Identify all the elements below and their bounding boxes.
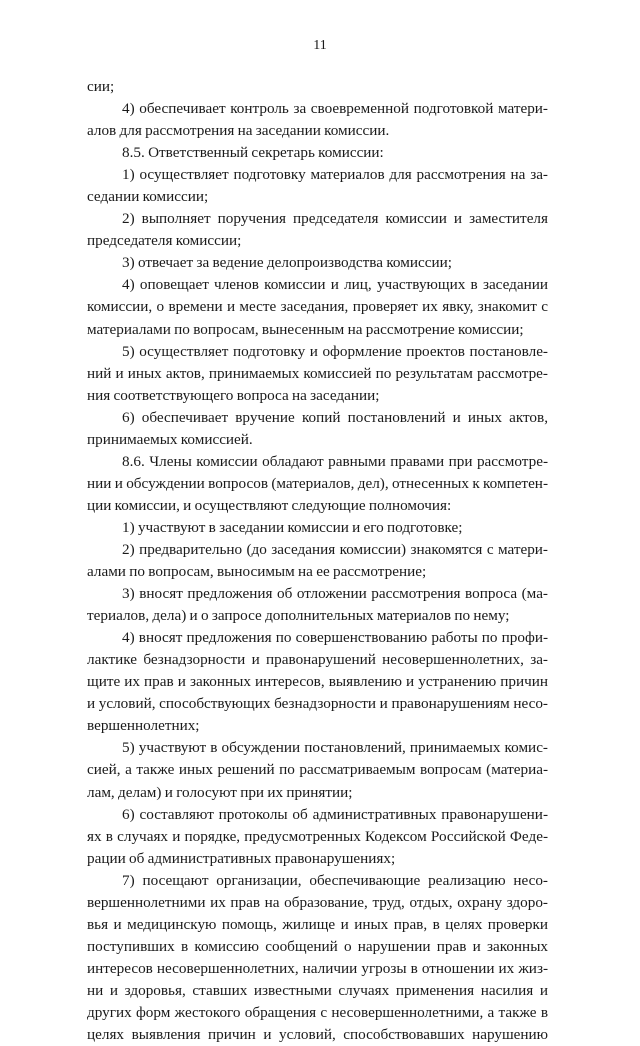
text-line: щите их прав и законных интересов, выявлению и устранению причин [87, 673, 548, 691]
text-line: ях в случаях и порядке, предусмотренных Кодексом Российской Феде- [87, 827, 548, 845]
text-line: материалами по вопросам, вынесенным на рассмотрение комиссии; [87, 320, 524, 338]
text-line: интересов несовершеннолетних, наличии угрозы в отношении их жиз- [87, 959, 548, 977]
text-line: 3) вносят предложения об отложении рассмотрения вопроса (ма- [122, 585, 548, 603]
text-line: 4) обеспечивает контроль за своевременной подготовкой матери- [122, 100, 548, 118]
text-line: 3) отвечает за ведение делопроизводства комиссии; [122, 254, 452, 272]
text-line: вершеннолетними их прав на образование, труд, отдых, охрану здоро- [87, 893, 548, 911]
text-line: 6) составляют протоколы об административных правонарушени- [122, 805, 548, 823]
text-line: 1) осуществляет подготовку материалов для рассмотрения на за- [122, 166, 548, 184]
text-line: поступивших в комиссию сообщений о нарушении прав и законных [87, 937, 548, 955]
page-number: 11 [313, 38, 327, 53]
text-line: комиссии, о времени и месте заседания, проверяет их явку, знакомит с [87, 298, 548, 316]
text-line: и условий, способствующих безнадзорности и правонарушениям несо- [87, 695, 548, 713]
text-line: 5) осуществляет подготовку и оформление проектов постановле- [122, 342, 548, 360]
text-line: целях выявления причин и условий, способствовавших нарушению [87, 1026, 548, 1044]
text-line: седании комиссии; [87, 188, 209, 206]
text-line: председателя комиссии; [87, 232, 242, 250]
text-line: 1) участвуют в заседании комиссии и его подготовке; [122, 518, 463, 536]
text-line: 2) выполняет поручения председателя комиссии и заместителя [122, 210, 548, 228]
text-line: 2) предварительно (до заседания комиссии) знакомятся с матери- [122, 540, 548, 558]
text-line: териалов, дела) и о запросе дополнительных материалов по нему; [87, 607, 510, 625]
text-line: нии и обсуждении вопросов (материалов, дел), отнесенных к компетен- [87, 474, 548, 492]
text-line: 4) вносят предложения по совершенствованию работы по профи- [122, 629, 548, 647]
text-line: лам, делам) и голосуют при их принятии; [87, 783, 353, 801]
document-body [87, 76, 548, 1046]
text-line: 7) посещают организации, обеспечивающие реализацию несо- [122, 871, 548, 889]
text-line: других форм жестокого обращения с несовершеннолетними, а также в [87, 1003, 548, 1021]
text-line: вья и медицинскую помощь, жилище и иных прав, в целях проверки [87, 915, 548, 933]
text-line: алами по вопросам, выносимым на ее рассмотрение; [87, 563, 427, 581]
text-line: 8.6. Члены комиссии обладают равными правами при рассмотре- [122, 452, 548, 470]
text-line: 8.5. Ответственный секретарь комиссии: [122, 144, 384, 162]
text-line: ции комиссии, и осуществляют следующие полномочия: [87, 496, 452, 514]
text-line: ний и иных актов, принимаемых комиссией по результатам рассмотре- [87, 364, 548, 382]
text-line: алов для рассмотрения на заседании комиссии. [87, 122, 390, 140]
text-line: лактике безнадзорности и правонарушений несовершеннолетних, за- [87, 651, 548, 669]
text-line: сией, а также иных решений по рассматриваемым вопросам (материа- [87, 761, 548, 779]
text-line: рации об административных правонарушениях; [87, 849, 396, 867]
text-line: ни и здоровья, ставших известными случаях применения насилия и [87, 981, 548, 999]
text-line: вершеннолетних; [87, 717, 200, 735]
text-line: 6) обеспечивает вручение копий постановлений и иных актов, [122, 408, 548, 426]
text-line: 5) участвуют в обсуждении постановлений, принимаемых комис- [122, 739, 548, 757]
text-line: сии; [87, 78, 115, 95]
text-line: 4) оповещает членов комиссии и лиц, участвующих в заседании [122, 276, 548, 294]
text-line: принимаемых комиссией. [87, 430, 253, 448]
text-line: ния соответствующего вопроса на заседании; [87, 386, 380, 404]
